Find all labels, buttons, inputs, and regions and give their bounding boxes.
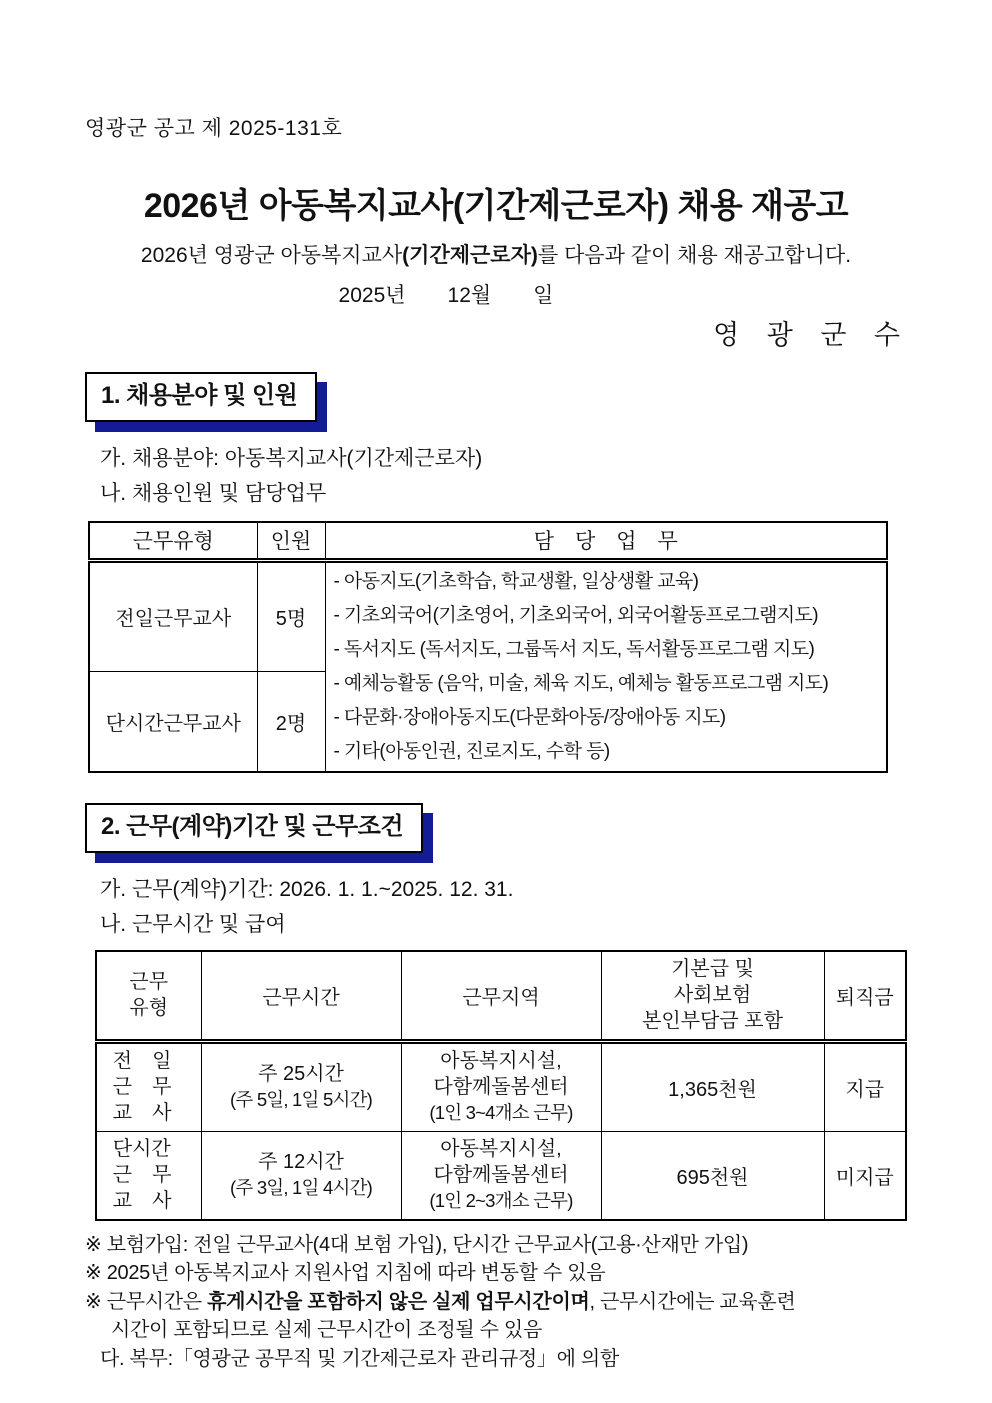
note-worktime-continuation: 시간이 포함되므로 실제 근무시간이 조정될 수 있음 [111, 1319, 542, 1341]
fulltime-type-lines [113, 1048, 185, 1126]
parttime-hours-cell [201, 1131, 401, 1220]
col-header-work-type: 근무유형 [89, 522, 257, 560]
parttime-severance-cell: 미지급 [824, 1131, 906, 1220]
duty-item: - 기타(아동인권, 진로지도, 수학 등) [333, 740, 610, 762]
section2-line-na: 나. 근무시간 및 급여 [100, 912, 286, 936]
signature-county-mayor: 영 광 군 수 [713, 320, 904, 350]
parttime-type: 단시간근무교사 [89, 672, 257, 772]
col-header-hours: 근무시간 [201, 951, 401, 1042]
hours-line: 주 12시간 [258, 1151, 344, 1173]
type-line: 근 무 [112, 1076, 172, 1098]
region-line: 다함께돌봄센터 [433, 1076, 569, 1098]
table-row-fulltime [89, 560, 887, 672]
duty-item: - 독서지도 (독서지도, 그룹독서 지도, 독서활동프로그램 지도) [333, 638, 815, 660]
notes-block [85, 1231, 992, 1374]
fulltime-severance-cell: 지급 [824, 1041, 906, 1131]
region-detail: (1인 3~4개소 근무) [429, 1102, 573, 1123]
hours-detail: (주 5일, 1일 5시간) [230, 1089, 372, 1110]
type-line: 단시간 [112, 1138, 171, 1160]
col-header-type-line1: 근무 [129, 971, 169, 993]
section1-heading: 1. 채용분야 및 인원 [85, 372, 317, 422]
duty-item: - 다문화·장애아동지도(다문화아동/장애아동 지도) [333, 706, 726, 728]
note-guideline: ※ 2025년 아동복지교사 지원사업 지침에 따라 변동할 수 있음 [85, 1262, 606, 1284]
col-header-count: 인원 [257, 522, 325, 560]
notice-number: 영광군 공고 제 2025-131호 [85, 117, 343, 140]
conditions-row-parttime [96, 1131, 906, 1220]
duties-cell [325, 560, 887, 772]
duty-item: - 아동지도(기초학습, 학교생활, 일상생활 교육) [333, 570, 699, 592]
col-header-pay-line3: 본인부담금 포함 [642, 1010, 783, 1032]
col-header-type [96, 951, 201, 1042]
section1-line-ga: 가. 채용분야: 아동복지교사(기간제근로자) [100, 447, 483, 470]
col-header-duties: 담 당 업 무 [325, 522, 887, 560]
type-line: 교 사 [112, 1102, 172, 1124]
document-title: 2026년 아동복지교사(기간제근로자) 채용 재공고 [143, 187, 849, 225]
region-line: 아동복지시설, [440, 1138, 562, 1160]
conditions-table-header-row [96, 951, 906, 1042]
intro-pre: 2026년 영광군 아동복지교사 [140, 244, 403, 267]
intro-sentence [0, 242, 992, 269]
col-header-severance: 퇴직금 [824, 951, 906, 1042]
note-insurance: ※ 보험가입: 전일 근무교사(4대 보험 가입), 단시간 근무교사(고용·산재만 가입) [85, 1233, 749, 1256]
fulltime-type: 전일근무교사 [89, 560, 257, 672]
parttime-region-cell [401, 1131, 601, 1220]
intro-post: 를 다음과 같이 채용 재공고합니다. [537, 244, 852, 267]
parttime-count: 2명 [257, 672, 325, 772]
recruitment-table-header-row [89, 522, 887, 560]
conditions-row-fulltime [96, 1041, 906, 1131]
fulltime-hours-cell [201, 1041, 401, 1131]
col-header-pay-line1: 기본급 및 [671, 958, 754, 980]
note-worktime-bold: 휴게시간을 포함하지 않은 실제 업무시간이며 [207, 1290, 590, 1313]
type-line: 교 사 [112, 1190, 172, 1212]
section2-heading: 2. 근무(계약)기간 및 근무조건 [85, 803, 423, 853]
note-worktime [85, 1288, 992, 1317]
hours-detail: (주 3일, 1일 4시간) [230, 1177, 372, 1198]
note-worktime-pre: ※ 근무시간은 [85, 1290, 208, 1313]
fulltime-count: 5명 [257, 560, 325, 672]
region-detail: (1인 2~3개소 근무) [429, 1190, 573, 1211]
fulltime-type-cell [96, 1041, 201, 1131]
type-line: 전 일 [112, 1050, 172, 1072]
region-line: 아동복지시설, [440, 1050, 562, 1072]
section1-header-wrap [85, 372, 992, 422]
date-line: 2025년 12월 일 [338, 284, 554, 307]
duty-item: - 기초외국어(기초영어, 기초외국어, 외국어활동프로그램지도) [333, 604, 818, 626]
hours-line: 주 25시간 [258, 1063, 344, 1085]
type-line: 근 무 [112, 1164, 172, 1186]
col-header-pay-line2: 사회보험 [673, 984, 752, 1006]
section1-line-na: 나. 채용인원 및 담당업무 [100, 482, 327, 505]
duty-item: - 예체능활동 (음악, 미술, 체육 지도, 예체능 활동프로그램 지도) [333, 672, 829, 694]
col-header-type-line2: 유형 [129, 997, 169, 1019]
col-header-pay [601, 951, 824, 1042]
fulltime-pay-cell: 1,365천원 [601, 1041, 824, 1131]
line-da-service-rule: 다. 복무:「영광군 공무직 및 기간제근로자 관리규정」에 의함 [100, 1347, 619, 1370]
parttime-pay-cell: 695천원 [601, 1131, 824, 1220]
col-header-region: 근무지역 [401, 951, 601, 1042]
section2-line-ga: 가. 근무(계약)기간: 2026. 1. 1.~2025. 12. 31. [100, 877, 514, 901]
intro-bold: (기간제근로자) [402, 244, 538, 267]
parttime-type-cell [96, 1131, 201, 1220]
section2-header-wrap [85, 803, 992, 853]
note-worktime-post: , 근무시간에는 교육훈련 [589, 1290, 796, 1313]
region-line: 다함께돌봄센터 [433, 1164, 569, 1186]
parttime-type-lines [113, 1136, 185, 1214]
recruitment-table [88, 521, 888, 773]
work-conditions-table [95, 950, 907, 1221]
fulltime-region-cell [401, 1041, 601, 1131]
